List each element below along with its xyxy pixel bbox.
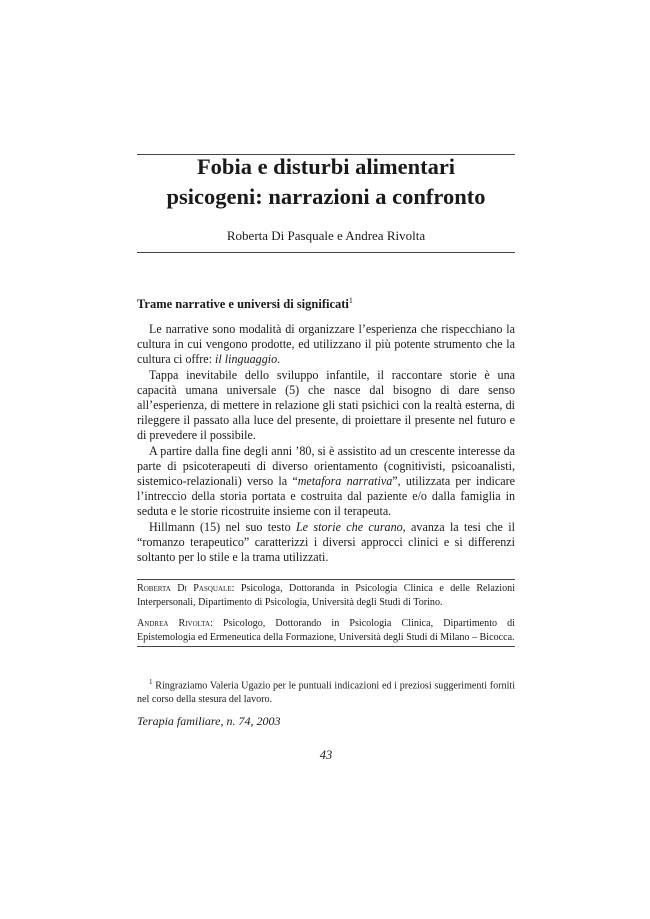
author-note-2-text: : Psicologo, Dottorando in Psicologia Clinica, Dipartimento di Epistemologia ed Ermeneutica della Formazione, Università degli Studi di Milano – Bicocca. — [137, 618, 515, 643]
author-note-2-name: Andrea Rivolta — [137, 618, 211, 629]
section-heading — [137, 293, 515, 312]
body-text — [137, 322, 515, 565]
paragraph-4-emphasis: Le storie che curano — [295, 519, 403, 534]
paragraph-2: Tappa inevitabile dello sviluppo infantile, il raccontare storie è una capacità umana universale (5) che nasce dal bisogno di dare senso all’esperienza, di mettere in relazione gli stati psichici con la realtà esterna, di rileggere il passato alla luce del presente, di proiettare il presente nel futuro e di prevedere il possibile. — [137, 367, 515, 443]
journal-reference: Terapia familiare, n. 74, 2003 — [137, 714, 281, 728]
author-notes-bottom-rule — [137, 646, 515, 647]
paragraph-1-text-b: . — [277, 352, 281, 367]
paragraph-3 — [137, 444, 515, 520]
paragraph-1-text-a: Le narrative sono modalità di organizzare l’esperienza che rispecchiano la cultura in cui vengono prodotte, ed utilizzano il più potente strumento che la cultura ci offre: — [137, 322, 515, 367]
page-number: 43 — [319, 748, 333, 762]
footnote-marker: 1 — [149, 678, 153, 686]
paragraph-4-text-b: , avanza la tesi che il “romanzo terapeutico” caratterizzi i diversi approcci clinici e si differenzi soltanto per lo stile e la trama utilizzati. — [137, 519, 515, 565]
author-notes-top-rule — [137, 579, 515, 580]
paragraph-4-text-a: Hillmann (15) nel suo testo — [149, 519, 296, 534]
title-line-2: psicogeni: narrazioni a confronto — [166, 184, 486, 209]
paragraph-4 — [137, 520, 515, 566]
footnote — [137, 676, 515, 707]
section-footnote-marker: 1 — [348, 296, 353, 305]
author-note-2 — [137, 617, 515, 644]
author-note-1 — [137, 582, 515, 609]
article-title — [137, 152, 515, 212]
author-note-1-name: Roberta Di Pasquale — [137, 583, 232, 594]
title-bottom-rule — [137, 252, 515, 253]
paragraph-1 — [137, 322, 515, 368]
paragraph-3-text-a: A partire dalla fine degli anni ’80, si è assistito ad un crescente interesse da parte di psicoterapeuti di diverso orientamento (cognitivisti, psicoanalisti, sistemico-relazionali) verso la “ — [137, 443, 515, 489]
footnote-text: Ringraziamo Valeria Ugazio per le puntuali indicazioni ed i preziosi suggerimenti forniti nel corso della stesura del lavoro. — [137, 680, 515, 706]
paragraph-3-text-b: ”, utilizzata per indicare l’intreccio della storia portata e costruita dal paziente e/o dalla famiglia in seduta e le storie ricostruite insieme con il terapeuta. — [137, 474, 515, 519]
paragraph-3-emphasis: metafora narrativa — [297, 474, 393, 489]
title-line-1: Fobia e disturbi alimentari — [196, 154, 456, 179]
authors-line: Roberta Di Pasquale e Andrea Rivolta — [226, 228, 426, 243]
author-note-1-text: : Psicologa, Dottoranda in Psicologia Clinica e delle Relazioni Interpersonali, Dipartimento di Psicologia, Università degli Studi di Torino. — [137, 583, 515, 608]
section-heading-text: Trame narrative e universi di significati — [137, 297, 349, 312]
paragraph-1-emphasis: il linguaggio — [215, 352, 278, 367]
